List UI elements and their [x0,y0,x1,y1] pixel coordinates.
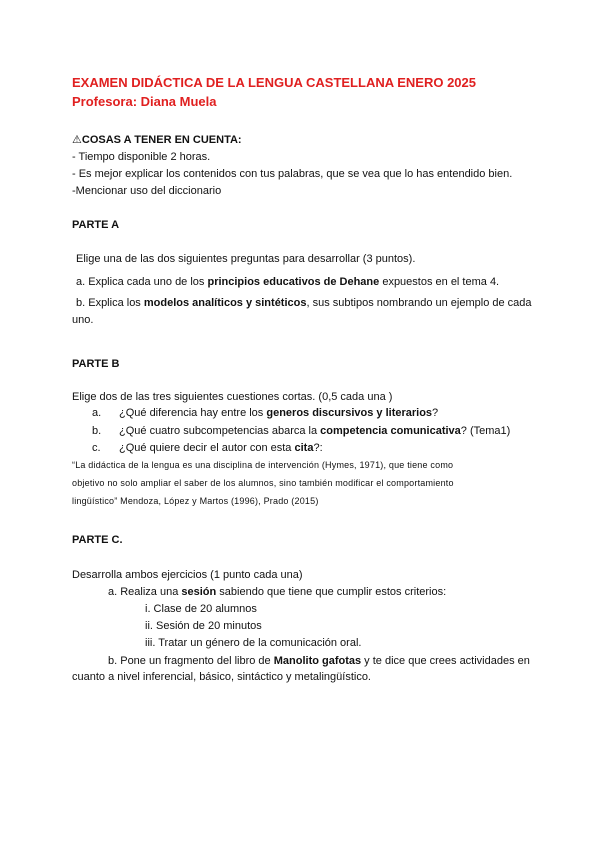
part-b-marker-c: c. [92,442,101,454]
note-item: -Mencionar uso del diccionario [72,185,222,197]
notes-heading: ⚠COSAS A TENER EN CUENTA: [72,134,242,146]
quote-line: objetivo no solo ampliar el saber de los alumnos, sino también modificar el comportamiento [72,478,454,488]
part-c-exercise-a: a. Realiza una sesión sabiendo que tiene que cumplir estos criterios: [108,586,447,598]
criterion-item: i. Clase de 20 alumnos [145,603,257,615]
warning-icon: ⚠ [72,134,82,146]
part-a-title: PARTE A [72,219,120,231]
part-b-marker-a: a. [92,407,102,419]
part-c-exercise-b: b. Pone un fragmento del libro de Manolito gafotas y te dice que crees actividades en [108,655,530,667]
part-b-title: PARTE B [72,358,120,370]
part-b-question-b: ¿Qué cuatro subcompetencias abarca la competencia comunicativa? (Tema1) [119,425,511,437]
part-c-title: PARTE C. [72,534,123,546]
criterion-item: iii. Tratar un género de la comunicación oral. [145,637,362,649]
note-item: - Tiempo disponible 2 horas. [72,151,211,163]
part-a-question-b-cont: uno. [72,314,94,326]
part-b-marker-b: b. [92,425,102,437]
exam-title: EXAMEN DIDÁCTICA DE LA LENGUA CASTELLANA ENERO 2025 [72,75,476,90]
quote-line: “La didáctica de la lengua es una disciplina de intervención (Hymes, 1971), que tiene como [72,460,454,470]
part-b-question-c: ¿Qué quiere decir el autor con esta cita?: [119,442,323,454]
part-a-question-a: a. Explica cada uno de los principios educativos de Dehane expuestos en el tema 4. [76,276,500,288]
part-c-intro: Desarrolla ambos ejercicios (1 punto cada una) [72,569,303,581]
teacher-name: Profesora: Diana Muela [72,94,217,109]
part-c-exercise-b-cont: cuanto a nivel inferencial, básico, sintáctico y metalingüístico. [72,671,371,683]
part-b-question-a: ¿Qué diferencia hay entre los generos discursivos y literarios? [119,407,439,419]
quote-line: lingüístico” Mendoza, López y Martos (1996), Prado (2015) [72,496,319,506]
part-b-intro: Elige dos de las tres siguientes cuestiones cortas. (0,5 cada una ) [72,391,393,403]
part-a-question-b: b. Explica los modelos analíticos y sintéticos, sus subtipos nombrando un ejemplo de cada [76,297,532,309]
part-a-intro: Elige una de las dos siguientes preguntas para desarrollar (3 puntos). [76,253,416,265]
note-item: - Es mejor explicar los contenidos con tus palabras, que se vea que lo has entendido bien. [72,168,513,180]
criterion-item: ii. Sesión de 20 minutos [145,620,262,632]
